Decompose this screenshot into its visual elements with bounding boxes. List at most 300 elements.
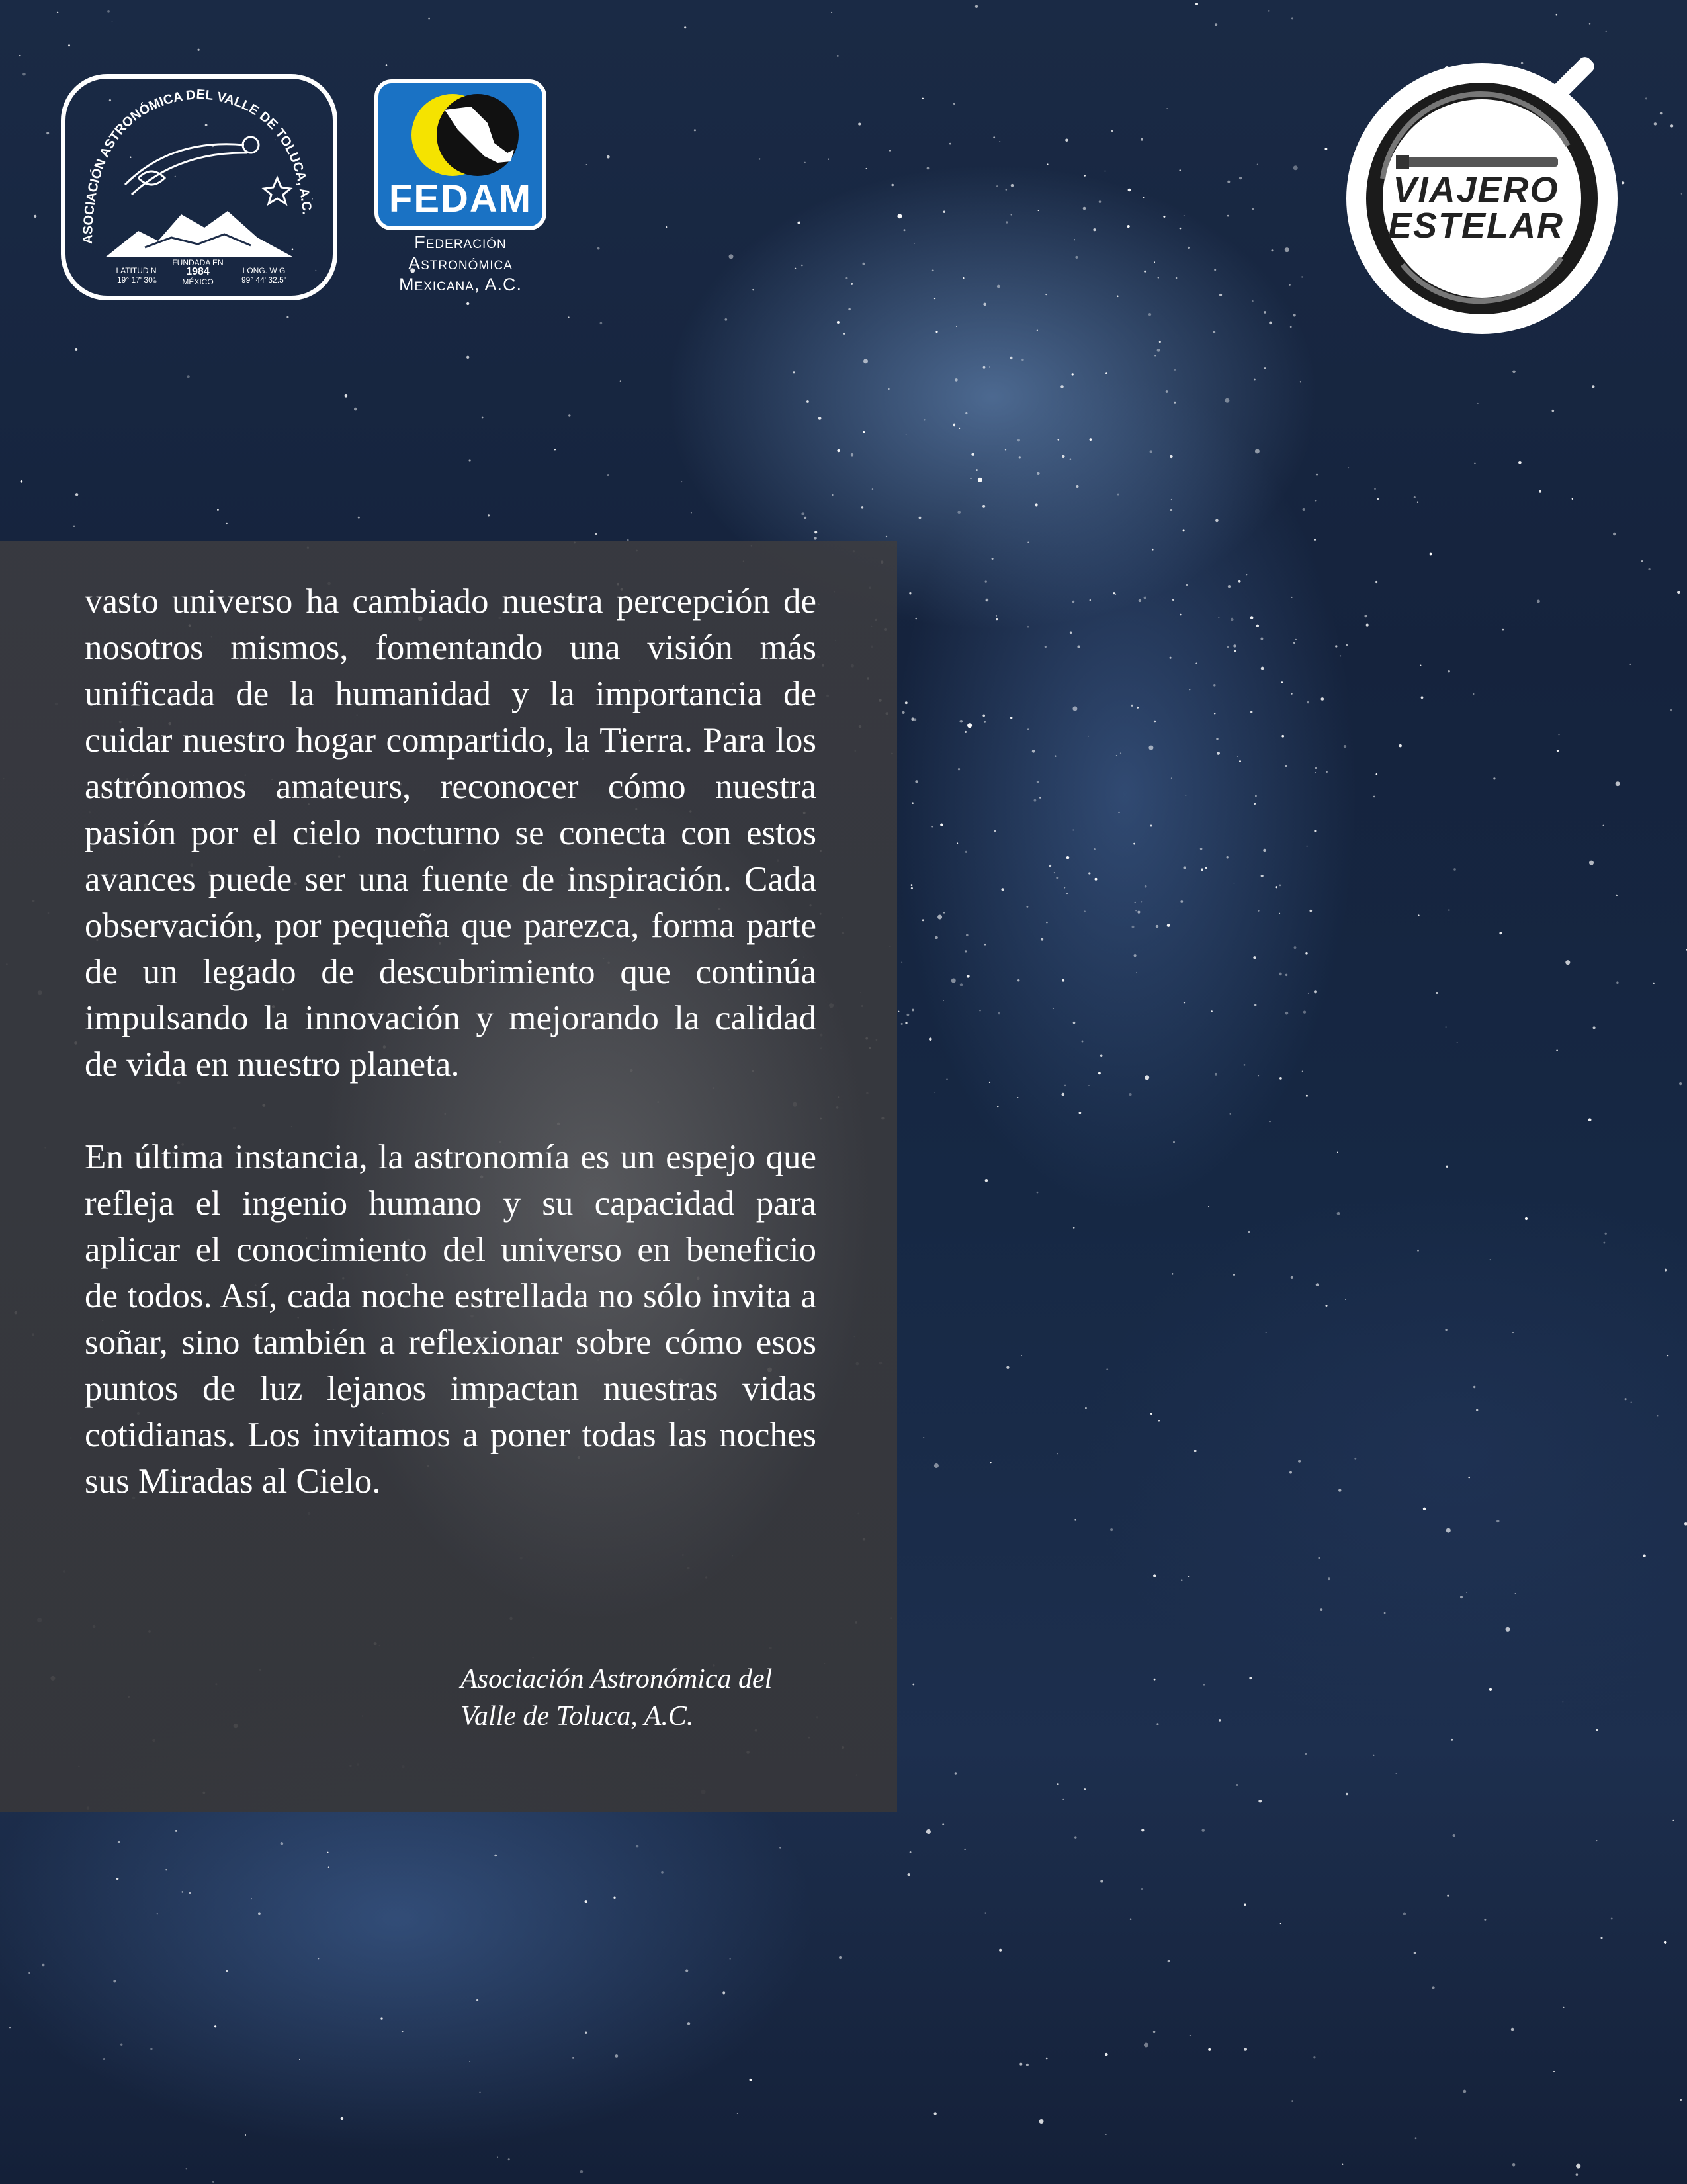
star [1565,960,1570,965]
star [1053,1008,1054,1009]
star [1184,1002,1185,1003]
star [1027,626,1029,628]
star [1064,1085,1066,1087]
star [613,1897,616,1900]
star [328,1866,329,1868]
star [1201,1829,1205,1832]
star [1065,138,1068,142]
star [1244,1064,1246,1066]
star [1291,1276,1293,1279]
star [1375,581,1377,583]
star [863,359,868,363]
star [1019,2063,1022,2066]
star [1654,122,1657,126]
star [1233,1274,1235,1276]
star [1226,856,1229,859]
star [1236,1784,1238,1786]
star [1200,848,1203,850]
star [837,321,840,324]
star [1305,952,1308,955]
star [1280,1923,1281,1924]
star [801,512,804,515]
star [906,1014,909,1016]
star [1289,284,1290,285]
star [116,1878,118,1880]
star [1060,385,1064,388]
star [1337,1151,1338,1153]
avt-country: MÉXICO [182,277,214,286]
star [967,975,970,978]
avt-longitude-label: LONG. W G [242,266,286,275]
star [797,221,800,224]
star [1158,1420,1160,1421]
star [1131,705,1133,707]
star [480,2092,481,2093]
star [1293,165,1298,170]
star [943,210,945,212]
star [912,802,914,804]
star [1346,644,1348,646]
star [752,289,754,290]
star [1019,456,1021,458]
star [1432,1986,1435,1989]
star [902,711,905,714]
star [1085,1407,1087,1409]
avt-longitude-value: 99° 44' 32.5" [241,275,287,284]
star [1279,885,1281,887]
star [1172,599,1174,601]
star [965,851,967,853]
avt-logo [61,74,337,300]
star [832,494,834,496]
star [1556,1049,1558,1051]
star [1269,322,1272,325]
star [1313,2056,1315,2058]
star [951,979,956,983]
star [103,2058,105,2060]
star [1239,177,1242,179]
star [1281,681,1283,683]
star [1448,670,1450,672]
star [1616,781,1620,786]
star [1417,501,1418,502]
star [1403,1912,1406,1915]
star [923,1437,924,1438]
star [1320,1608,1323,1611]
star [955,378,958,382]
star [1141,138,1143,141]
star [1216,738,1218,740]
star [1657,1415,1659,1417]
star [1194,1450,1197,1452]
star [1100,1055,1102,1057]
star [118,1841,120,1843]
star [1137,707,1139,709]
star [1135,910,1137,911]
star [922,98,924,99]
star [1664,1941,1667,1944]
star [1203,1684,1205,1686]
star [1058,439,1060,441]
star [1176,277,1178,279]
star [1076,485,1078,488]
signature-line2: Valle de Toluca, A.C. [460,1701,694,1731]
star [1154,721,1156,723]
star [1213,684,1216,687]
star [984,1912,986,1913]
star [1145,1075,1149,1080]
star [1082,1041,1084,1043]
star [1279,973,1282,976]
star [165,1869,167,1870]
star [488,514,490,516]
star [911,884,913,886]
star [1344,745,1346,748]
star [996,615,997,617]
star [226,1970,228,1972]
star [1270,1121,1271,1122]
star [1166,108,1168,109]
star [1616,895,1618,896]
star [580,2170,584,2173]
paragraph-1: vasto universo ha cambiado nuestra percepción de nosotros mismos, fomentando una visión más unificada de la humanidad y la importancia de cuidar nuestro hogar compartido, la Tierra. Para los astrónomos amateurs, reconocer cómo nuestra pasión por el cielo nocturno se conecta con estos avances puede ser una fuente de inspiración. Cada observación, por pequeña que parezca, forma parte de un legado de descubrimiento que continúa impulsando la innovación y mejorando la calidad de vida en nuestro planeta. [85,582,816,1084]
star [845,277,847,279]
star [1340,655,1341,656]
star [1345,1299,1346,1300]
star [837,55,839,57]
star [482,417,484,419]
star [1225,398,1229,403]
star [1285,247,1289,252]
star [957,511,961,514]
star [197,49,199,51]
star [1219,1719,1221,1722]
star [909,592,911,594]
star [1641,560,1643,562]
star [1613,533,1616,536]
star [1170,657,1172,659]
star [1593,1026,1596,1029]
star [1366,623,1369,626]
star [1346,1793,1348,1796]
star [888,388,890,390]
star [1653,983,1654,984]
star [1115,594,1116,595]
star [1670,124,1673,127]
star [1145,885,1147,888]
star [1190,2035,1191,2036]
star [341,2117,344,2120]
star [1335,645,1337,647]
star [75,493,78,496]
star [1074,1519,1076,1521]
star [1484,1919,1486,1921]
star [1254,1004,1256,1006]
star [997,1106,998,1107]
star [1256,625,1259,627]
star [1254,803,1256,805]
star [1365,615,1367,617]
star [989,1082,990,1083]
star [1054,872,1055,873]
star [1681,193,1682,195]
star [586,164,587,165]
star [1090,438,1092,441]
star [1093,228,1096,231]
star [597,247,600,250]
star [956,326,957,327]
star [1414,1952,1416,1954]
star [1596,1729,1598,1731]
star [1011,184,1014,187]
star [1275,886,1277,888]
star [998,1012,1000,1015]
star [281,1842,284,1845]
star [1295,639,1297,640]
star [1249,1677,1252,1679]
star [804,162,806,163]
star [1563,2007,1564,2008]
star [1446,1528,1451,1533]
star [911,887,913,889]
star [1258,910,1260,912]
star [1285,974,1287,976]
star [1555,14,1557,16]
star [1239,760,1241,762]
star [1152,549,1154,551]
star [984,580,986,582]
star [943,912,945,914]
star [989,366,990,367]
star [965,950,967,952]
star [345,394,348,398]
star [1005,449,1006,450]
star [891,184,894,187]
star [1180,169,1181,171]
star [1079,1112,1082,1114]
star [1084,910,1086,912]
star [1214,713,1216,715]
star [1211,1010,1212,1012]
star [1180,900,1183,903]
star [1088,1085,1090,1086]
star [1234,883,1235,884]
star [1474,463,1476,465]
star [1326,1305,1328,1307]
star [428,18,430,20]
star [976,469,978,470]
star [1072,707,1077,711]
star [1373,796,1375,798]
star [212,2181,214,2183]
star [1308,993,1309,994]
star [908,1873,910,1876]
star [1285,765,1287,767]
star [866,168,867,169]
star [1154,1679,1156,1681]
star [73,526,75,527]
star [585,2032,587,2034]
star [943,1000,944,1001]
star [568,414,570,416]
star [934,1092,935,1093]
star [1318,1557,1320,1559]
star [1156,925,1158,928]
star [1217,752,1220,755]
star [1088,736,1089,737]
star [1238,580,1241,583]
star [1184,215,1185,216]
star [1056,877,1058,879]
star [1231,618,1234,621]
star [953,424,956,427]
star [1026,2064,1029,2066]
star [953,103,955,105]
star [1227,215,1229,217]
star [932,269,934,271]
star [1037,472,1040,476]
star [1453,1834,1455,1837]
star [42,1964,44,1966]
star [1159,341,1161,343]
star [1084,175,1086,176]
star [937,915,942,920]
star [1250,711,1252,713]
star [476,1999,478,2001]
star [1113,592,1115,594]
star [1252,208,1254,210]
star [839,1956,842,1959]
star [1289,1471,1292,1474]
star [1150,825,1152,827]
star [34,215,36,218]
star [1139,599,1141,602]
star [1255,449,1260,453]
star [1158,277,1159,278]
star [1006,221,1008,223]
star [1039,2119,1044,2124]
star [1451,1739,1453,1741]
star [1281,735,1284,738]
star [1170,509,1172,511]
star [814,531,817,533]
star [966,934,969,936]
star [1132,926,1135,928]
star [1185,795,1186,796]
star [299,2059,300,2060]
star [1237,756,1238,757]
star [996,618,998,620]
star [1027,541,1029,543]
star [1168,1960,1170,1962]
star [1414,496,1416,498]
star [1094,848,1096,850]
star [1302,1071,1303,1072]
text-panel [0,541,897,1812]
star [1625,1398,1627,1400]
star [1026,906,1028,908]
star [837,449,840,452]
star [955,1772,957,1774]
star [1293,314,1295,316]
star [1233,644,1236,647]
star [927,167,930,170]
star [926,1829,931,1834]
star [1279,913,1280,914]
star [1057,1783,1059,1785]
star [386,64,388,66]
star [187,375,190,378]
star [730,1958,731,1960]
star [1077,645,1080,648]
star [1073,1022,1076,1024]
star [1525,1217,1528,1220]
star [1629,664,1631,665]
star [1167,924,1170,927]
star [915,618,917,620]
star [1144,2043,1148,2048]
star [1291,2100,1293,2102]
star [1611,1918,1613,1920]
star [1150,1413,1152,1415]
star [1195,663,1197,665]
star [1072,830,1074,831]
star [1064,887,1065,889]
star [1130,1918,1132,1920]
star [858,123,861,126]
star [1188,247,1190,249]
star [1303,508,1305,511]
star [1376,773,1378,775]
star [1088,872,1090,874]
star [949,143,951,145]
star [1171,499,1172,500]
star [494,1855,497,1857]
article-body [85,578,816,1505]
fedam-caption-line1: Federación [414,232,507,252]
star [1294,946,1297,949]
star [1493,777,1495,779]
star [967,723,972,728]
star [1062,455,1065,459]
star [19,55,21,56]
star [958,768,960,770]
star [983,303,986,306]
fedam-caption [370,232,550,295]
star [1244,2048,1247,2051]
star [759,158,761,160]
star [1137,911,1140,914]
star [1195,3,1198,5]
star [1592,385,1594,388]
star [1496,1520,1499,1522]
star [1186,584,1188,586]
star [57,12,58,13]
star [957,842,958,844]
star [724,318,727,321]
star [912,1684,914,1686]
star [1558,734,1559,735]
star [1291,597,1293,598]
star [897,214,902,218]
star [1423,1508,1426,1510]
star [935,331,937,333]
star [975,5,978,8]
star [1214,269,1216,271]
star [1218,617,1219,618]
star [934,298,935,299]
star [934,1463,939,1468]
